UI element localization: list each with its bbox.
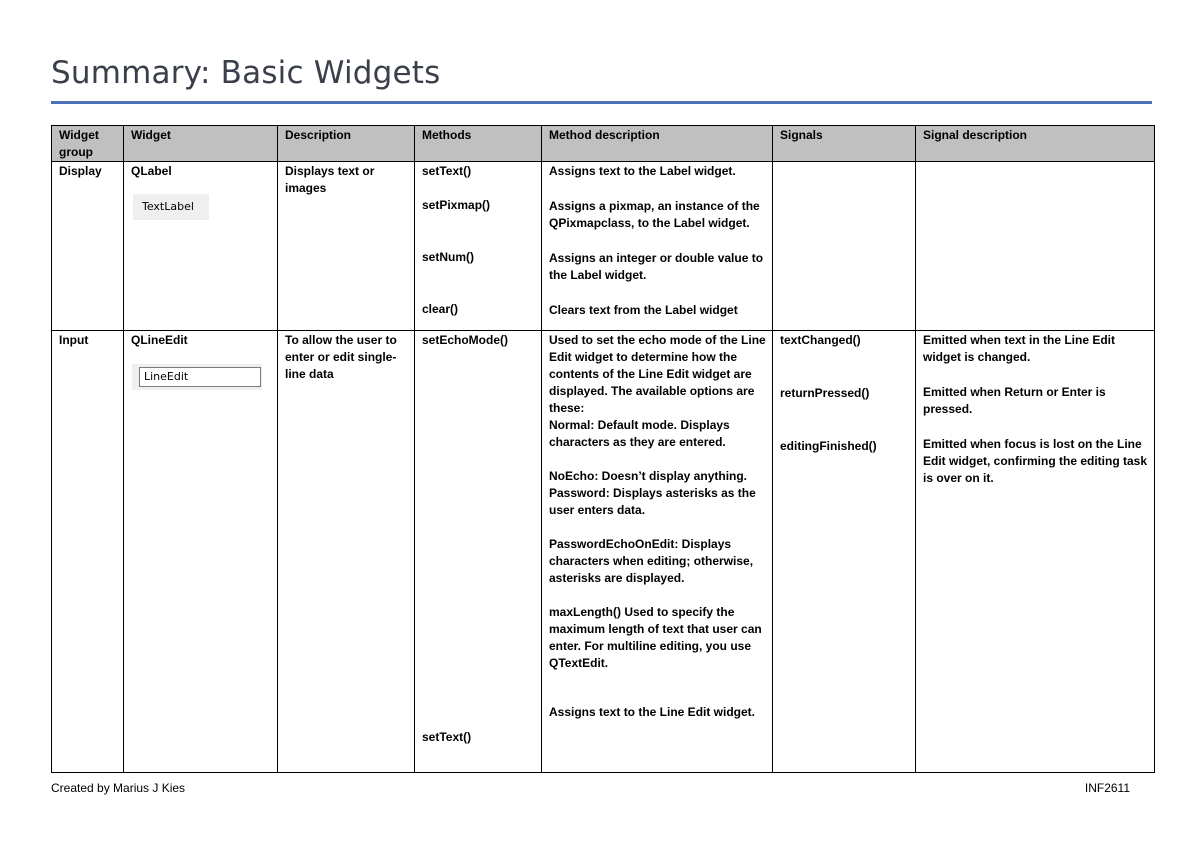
method-desc-item: NoEcho: Doesn’t display anything. (549, 469, 748, 483)
table-header-row (52, 126, 1155, 162)
cell-methods (415, 331, 542, 773)
method-desc-item: PasswordEchoOnEdit: Displays characters when editing; otherwise, asterisks are displayed. (549, 537, 754, 585)
method-desc-item: Used to set the echo mode of the Line Edit widget to determine how the contents of the Line Edit widget are displayed. The available options are (549, 333, 766, 398)
method-desc-item: Assigns text to the Label widget. (549, 164, 736, 178)
method-item: setText() (422, 730, 472, 744)
cell-description: To allow the user to enter or edit single-line data (278, 331, 415, 773)
method-desc-item: Assigns a pixmap, an instance of the QPixmapclass, to the Label widget. (549, 199, 760, 230)
cell-description: Displays text or images (278, 162, 415, 331)
method-item: setEchoMode() (422, 333, 509, 347)
cell-widget (124, 162, 278, 331)
header-methods: Methods (415, 126, 542, 162)
method-desc-item: Normal: Default mode. Displays characters as they are entered. (549, 418, 730, 449)
cell-signal-description (916, 331, 1155, 773)
cell-methods (415, 162, 542, 331)
footer-author: Created by Marius J Kies (51, 781, 186, 795)
footer-course-code: INF2611 (1084, 781, 1130, 795)
method-desc-item: these: (549, 401, 585, 415)
signal-item: textChanged() (780, 333, 861, 347)
signal-desc-item: Emitted when focus is lost on the Line Edit widget, confirming the editing task is over on it. (923, 437, 1148, 485)
cell-group: Display (52, 162, 124, 331)
textlabel-preview: TextLabel (133, 194, 209, 220)
method-desc-item: Clears text from the Label widget (549, 303, 738, 317)
cell-widget (124, 331, 278, 773)
header-widget-group: Widget group (52, 126, 124, 162)
lineedit-preview (132, 364, 262, 390)
method-desc-item: Password: Displays asterisks as the user enters data. (549, 486, 756, 517)
method-desc-item: maxLength() Used to specify the maximum length of text that user can enter. For multiline editing, you use QTextEdit. (549, 605, 762, 670)
signal-desc-item: Emitted when Return or Enter is pressed. (923, 385, 1106, 416)
widgets-summary-table (51, 125, 1155, 773)
method-item: setPixmap() (422, 198, 491, 212)
method-item: setText() (422, 164, 472, 178)
cell-signals (773, 162, 916, 331)
cell-signal-description (916, 162, 1155, 331)
cell-signals (773, 331, 916, 773)
header-method-description: Method description (542, 126, 773, 162)
header-signal-description: Signal description (916, 126, 1155, 162)
signal-item: editingFinished() (780, 439, 877, 453)
signal-item: returnPressed() (780, 386, 870, 400)
header-signals: Signals (773, 126, 916, 162)
widget-name: QLineEdit (131, 333, 188, 347)
table-row (52, 331, 1155, 773)
cell-group: Input (52, 331, 124, 773)
title-underline (51, 101, 1152, 104)
method-item: setNum() (422, 250, 475, 264)
lineedit-preview-field: LineEdit (139, 367, 261, 387)
method-desc-item: Assigns an integer or double value to the Label widget. (549, 251, 764, 282)
cell-method-description (542, 162, 773, 331)
header-widget: Widget (124, 126, 278, 162)
page-title: Summary: Basic Widgets (51, 55, 441, 91)
table-row (52, 162, 1155, 331)
cell-method-description (542, 331, 773, 773)
header-description: Description (278, 126, 415, 162)
signal-desc-item: Emitted when text in the Line Edit widget is changed. (923, 333, 1116, 364)
widget-name: QLabel (131, 164, 172, 178)
method-item: clear() (422, 302, 459, 316)
method-desc-item: Assigns text to the Line Edit widget. (549, 705, 756, 719)
